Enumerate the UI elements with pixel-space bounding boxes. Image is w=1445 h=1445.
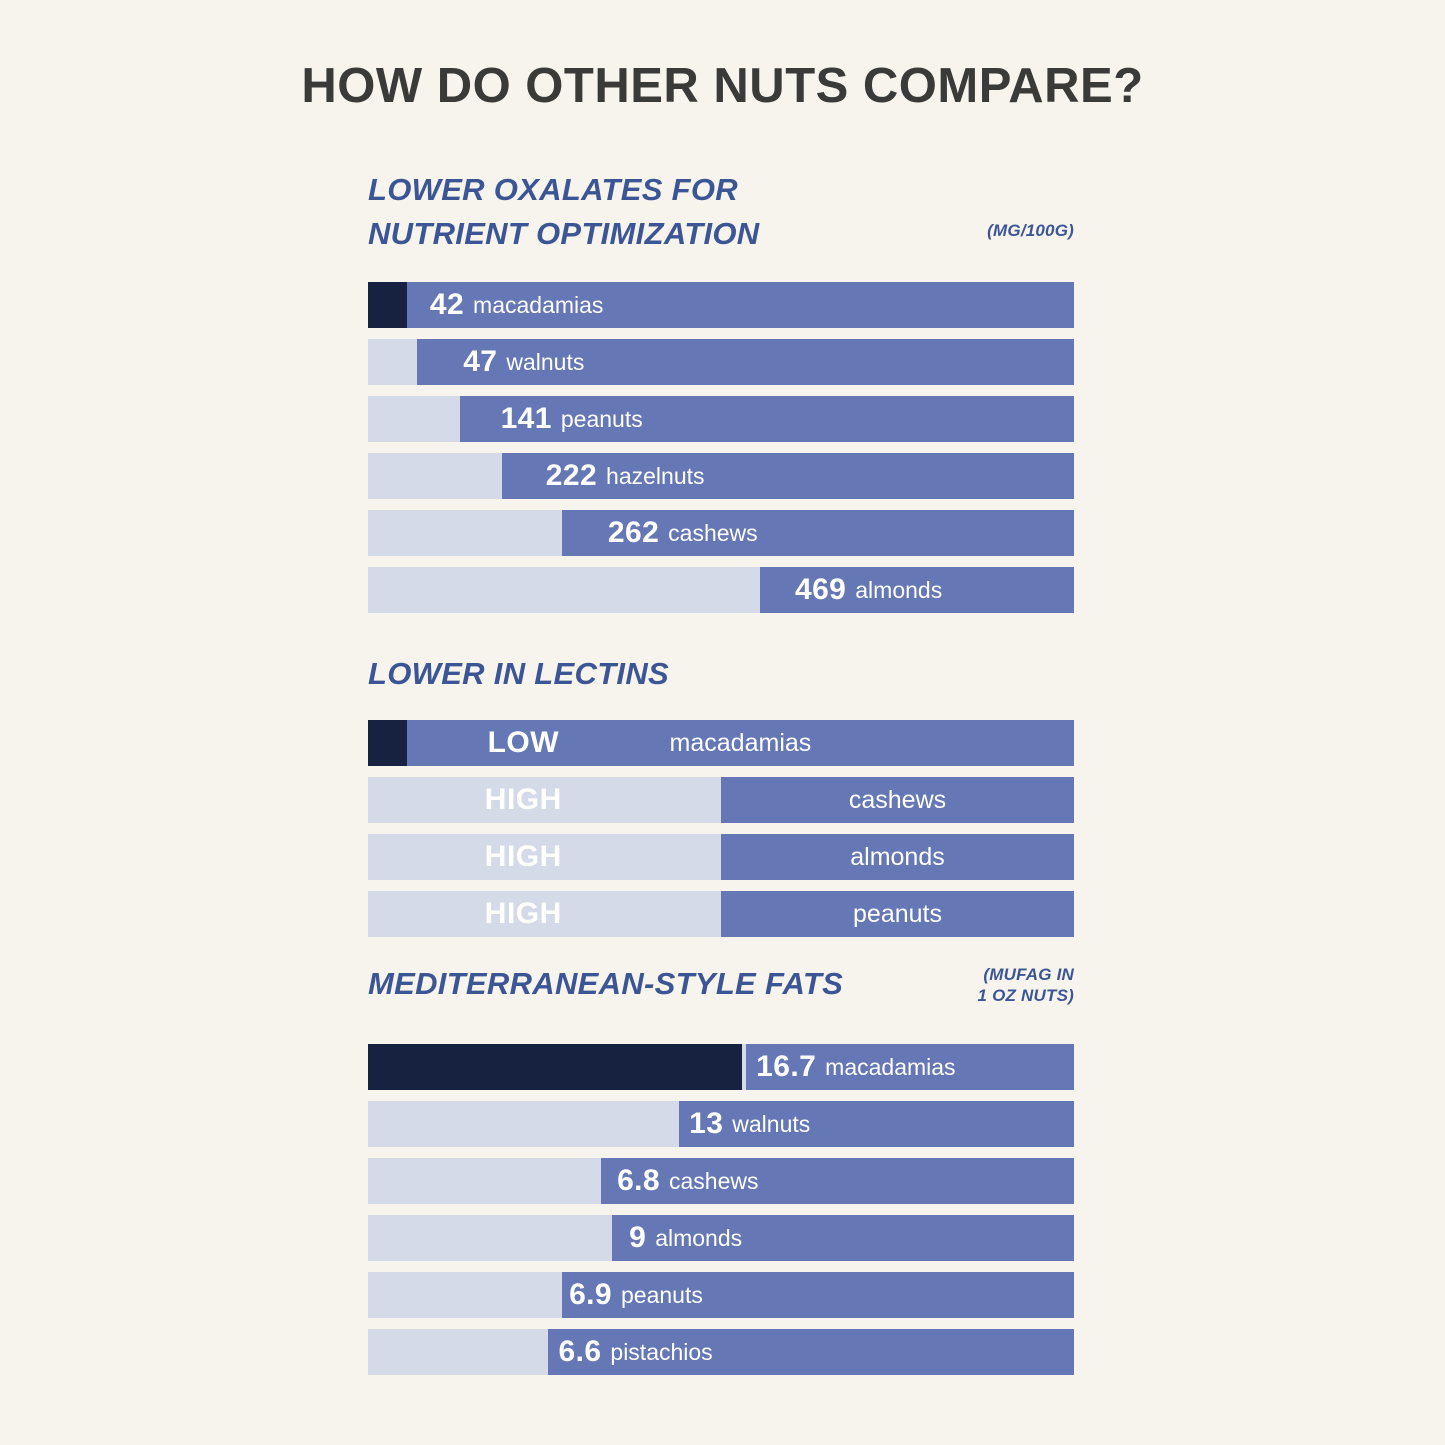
section-lectins-heading-text: LOWER IN LECTINS [368,656,670,691]
bar-category: walnuts [506,348,585,375]
bar-category: almonds [855,576,943,603]
lectin-row [368,720,1074,766]
bar-category: cashews [668,519,758,546]
bar-category: almonds [850,842,945,871]
bar-value: 47 [463,345,498,379]
bar-row [368,282,1074,328]
section-fats-unit [978,964,1074,1007]
bar-label [555,1272,703,1318]
bar-category: pistachios [610,1338,713,1365]
lectin-row [368,891,1074,937]
bar-value: 222 [545,459,598,493]
section-oxalates-heading-line1: LOWER OXALATES FOR [368,172,738,207]
bar-label [615,1215,742,1261]
bar-fill [721,891,1074,937]
bar-row [368,1272,1074,1318]
section-oxalates-unit: (MG/100G) [987,221,1074,240]
fats-bar-chart [368,1044,1074,1375]
bar-label [487,396,643,442]
lectin-level: HIGH [484,897,562,931]
bar-label [781,567,942,613]
section-fats-unit-line2: 1 OZ NUTS) [977,986,1074,1006]
section-lectins-heading [368,652,1074,696]
bar-row [368,567,1074,613]
bar-category: peanuts [560,405,643,432]
bar-value: 141 [500,402,552,436]
lectin-row [368,834,1074,880]
bar-category: macadamias [473,291,604,318]
bar-row [368,1329,1074,1375]
bar-category: hazelnuts [606,462,705,489]
bar-label [675,1101,810,1147]
section-fats-heading-text: MEDITERRANEAN-STYLE FATS [368,966,844,1001]
bar-value: 16.7 [756,1050,817,1084]
bar-fill [721,834,1074,880]
bar-category: cashews [848,785,947,814]
lectin-level: LOW [487,726,560,760]
lectins-bar-chart [368,720,1074,937]
section-fats-heading [368,962,1074,1006]
bar-label [594,510,758,556]
bar-category: macadamias [669,728,812,757]
section-oxalates [368,168,1074,624]
bar-label [603,1158,758,1204]
bar-row [368,510,1074,556]
bar-category: macadamias [825,1053,956,1080]
section-lectins [368,652,1074,948]
bar-row [368,1101,1074,1147]
bar-label [532,453,705,499]
bar-category: peanuts [853,899,942,928]
bar-category: walnuts [732,1110,811,1137]
bar-row [368,453,1074,499]
bar-label [449,339,584,385]
bar-value: 6.8 [617,1164,660,1198]
bar-label [545,1329,713,1375]
page-title: HOW DO OTHER NUTS COMPARE? [301,59,1144,113]
bar-label [742,1044,955,1090]
bar-label [414,282,604,328]
lectin-row [368,777,1074,823]
bar-highlight-cap [368,1044,742,1090]
bar-row [368,396,1074,442]
section-oxalates-heading-line2: NUTRIENT OPTIMIZATION [368,216,760,252]
bar-category: peanuts [620,1281,703,1308]
section-oxalates-heading [368,168,1074,256]
bar-value: 42 [429,288,465,322]
bar-value: 469 [795,573,847,607]
oxalates-bar-chart [368,282,1074,613]
bar-value: 9 [629,1221,647,1255]
section-fats [368,962,1074,1386]
bar-value: 262 [607,516,660,550]
lectin-level: HIGH [484,840,562,874]
bar-row [368,1215,1074,1261]
bar-fill [721,777,1074,823]
bar-value: 13 [689,1107,724,1141]
bar-value: 6.9 [569,1278,612,1312]
bar-row [368,1044,1074,1090]
bar-row [368,1158,1074,1204]
bar-value: 6.6 [558,1335,602,1369]
bar-category: almonds [655,1224,743,1251]
section-fats-unit-line1: (MUFAG IN [983,965,1074,984]
bar-category: cashews [669,1167,759,1194]
bar-row [368,339,1074,385]
lectin-level: HIGH [484,783,562,817]
